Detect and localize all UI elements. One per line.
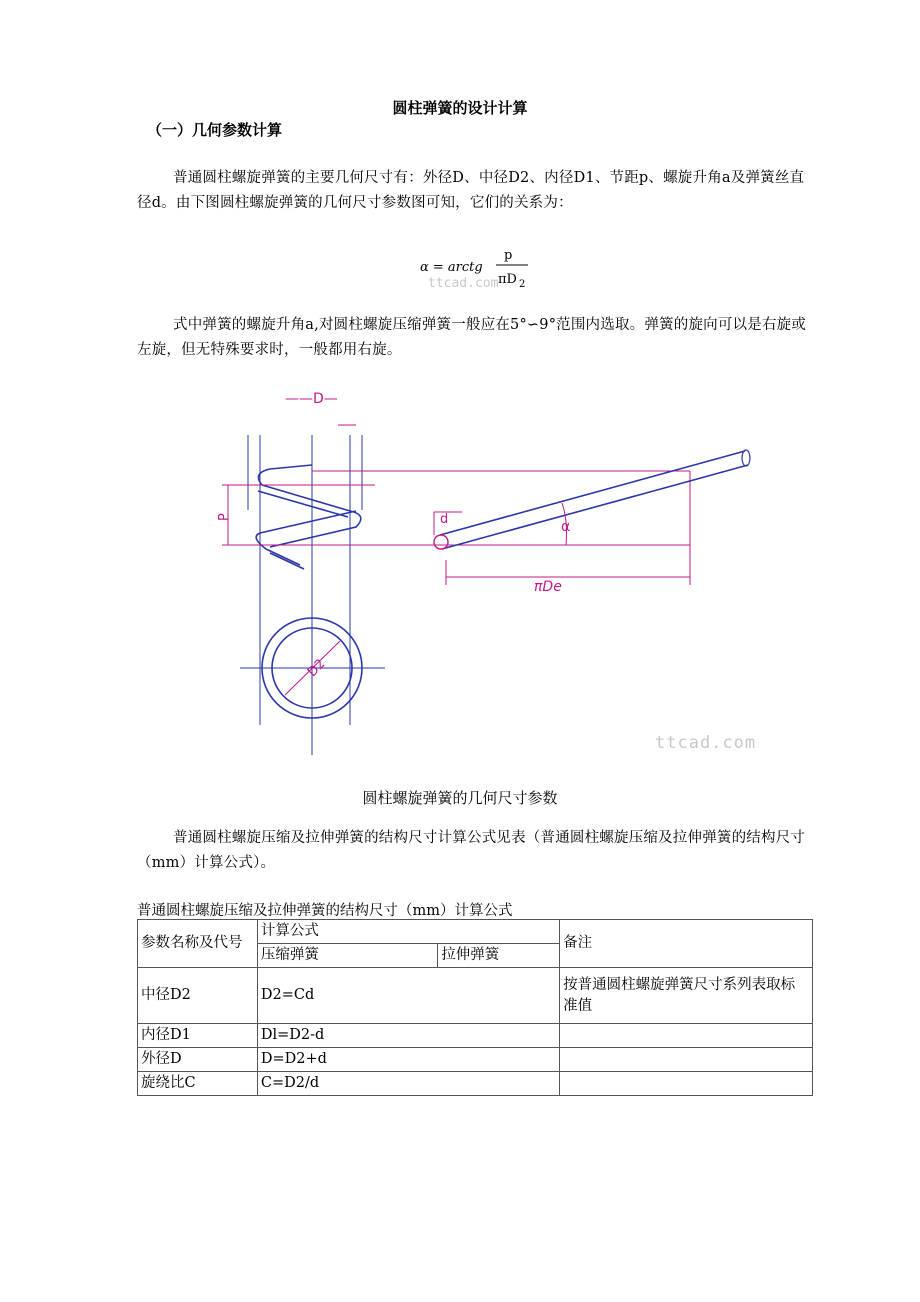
cell-formula: D2=Cd: [257, 968, 559, 1024]
unrolled-wire: [434, 450, 750, 549]
spring-coils: [256, 465, 361, 569]
paragraph-table-intro: 普通圆柱螺旋压缩及拉伸弹簧的结构尺寸计算公式见表（普通圆柱螺旋压缩及拉伸弹簧的结构尺寸（mm）计算公式）。: [137, 830, 806, 871]
paragraph-helix-angle: 式中弹簧的螺旋升角a,对圆柱螺旋压缩弹簧一般应在5°∽9°范围内选取。弹簧的旋向可以是右旋或左旋，但无特殊要求时，一般都用右旋。: [137, 317, 807, 358]
page-title: 圆柱弹簧的设计计算: [392, 99, 528, 117]
table-row: [138, 1024, 813, 1048]
header-compression: 压缩弹簧: [257, 944, 437, 968]
section-heading: （一）几何参数计算: [147, 121, 283, 139]
cell-remark: [560, 1024, 813, 1048]
table-header-row: [138, 920, 813, 944]
table-row: [138, 1072, 813, 1096]
table-row: [138, 968, 813, 1024]
label-piDe: πDe: [534, 579, 562, 595]
watermark: ttcad.com: [655, 733, 757, 753]
header-tension: 拉伸弹簧: [438, 944, 560, 968]
formula-denominator-sub: 2: [519, 279, 526, 290]
cell-remark: 按普通圆柱螺旋弹簧尺寸系列表取标准值: [560, 968, 813, 1024]
paragraph-geometry: 普通圆柱螺旋弹簧的主要几何尺寸有：外径D、中径D2、内径D1、节距p、螺旋升角a及弹簧丝直径d。由下图圆柱螺旋弹簧的几何尺寸参数图可知，它们的关系为：: [137, 170, 805, 211]
label-d: d: [440, 512, 449, 527]
header-remark: 备注: [560, 920, 813, 968]
label-p: P: [217, 513, 232, 521]
table-caption: 普通圆柱螺旋压缩及拉伸弹簧的结构尺寸（mm）计算公式: [137, 903, 513, 919]
label-alpha: α: [561, 519, 571, 535]
cell-param: 内径D1: [138, 1024, 258, 1048]
cell-formula: C=D2/d: [257, 1072, 559, 1096]
formula-numerator: p: [504, 248, 513, 263]
cell-param: 外径D: [138, 1048, 258, 1072]
formula-watermark: ttcad.com: [428, 276, 499, 291]
header-formula: 计算公式: [257, 920, 559, 944]
formula-denominator: πD: [498, 272, 517, 287]
spring-dimension-table: [137, 919, 813, 1096]
label-D: ——D—: [285, 391, 338, 407]
cell-param: 中径D2: [138, 968, 258, 1024]
cell-param: 旋绕比C: [138, 1072, 258, 1096]
cell-remark: [560, 1048, 813, 1072]
figure-caption: 圆柱螺旋弹簧的几何尺寸参数: [362, 789, 558, 807]
helix-angle-formula: [420, 243, 540, 291]
header-param: 参数名称及代号: [138, 920, 258, 968]
cell-formula: Dl=D2-d: [257, 1024, 559, 1048]
label-D2: D2: [304, 656, 329, 681]
cell-formula: D=D2+d: [257, 1048, 559, 1072]
table-row: [138, 1048, 813, 1072]
formula-lhs: α = arctg: [420, 260, 483, 275]
cell-remark: [560, 1072, 813, 1096]
spring-geometry-diagram: [200, 385, 780, 765]
